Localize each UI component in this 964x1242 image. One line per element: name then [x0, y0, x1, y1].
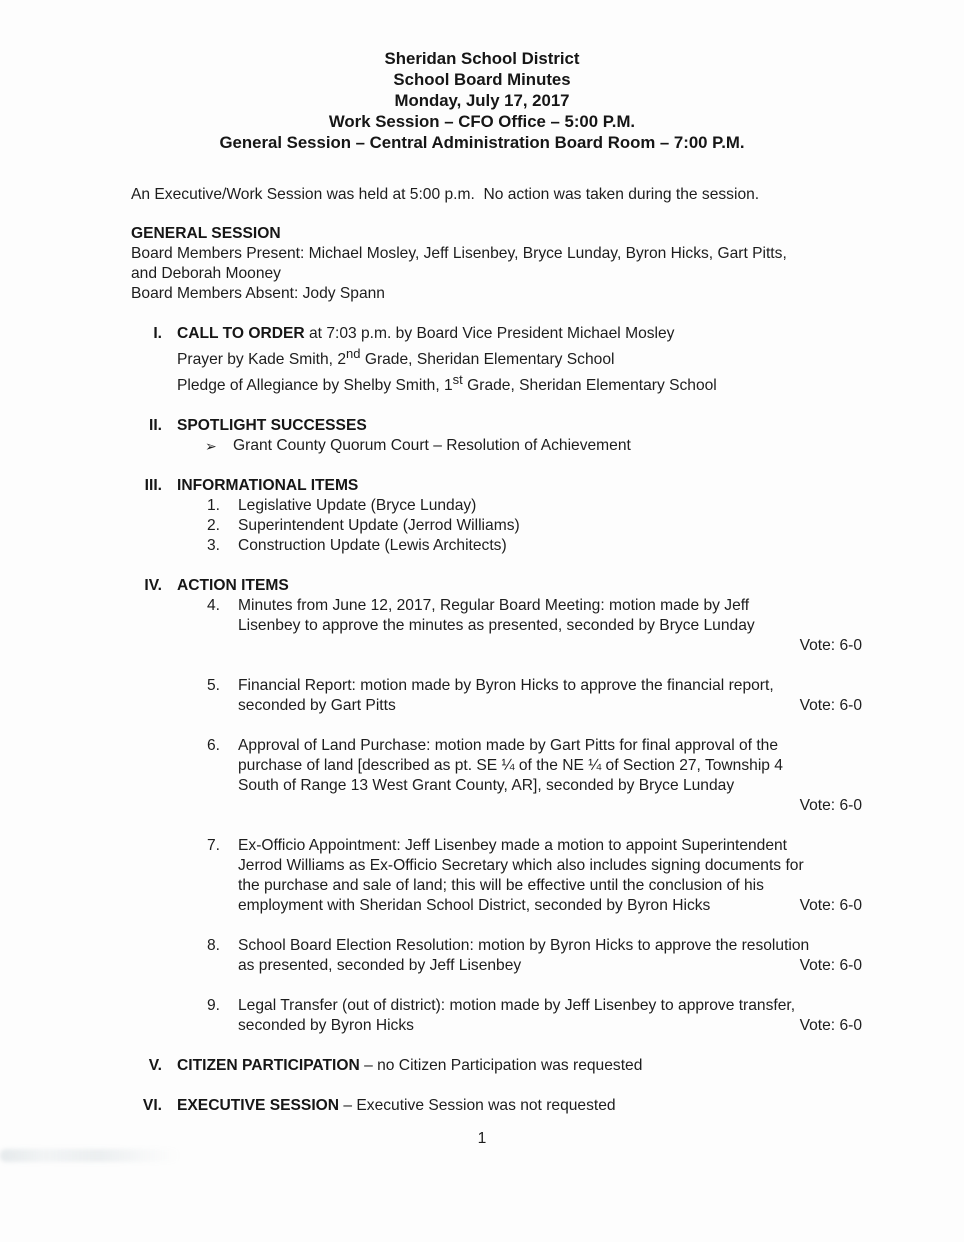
list-item-text: Superintendent Update (Jerrod Williams) [238, 517, 520, 535]
list-item-number: 3. [206, 537, 220, 555]
pledge-ordinal-sup: st [452, 372, 463, 388]
action-item-line: Approval of Land Purchase: motion made by Gart Pitts for final approval of the [238, 737, 779, 755]
header-line-general-session: General Session – Central Administration Board Room – 7:00 P.M. [219, 133, 745, 152]
action-item-line: Minutes from June 12, 2017, Regular Board Meeting: motion made by Jeff [238, 597, 750, 615]
citizen-participation-line [177, 1056, 862, 1076]
section-informational-items [131, 476, 862, 556]
document-header [0, 48, 964, 153]
call-to-order-line [177, 324, 862, 344]
prayer-line [177, 344, 862, 370]
section-title-rest: – Executive Session was not requested [339, 1097, 616, 1115]
list-item-number: 2. [206, 517, 220, 535]
list-item-number: 4. [206, 597, 220, 615]
section-action-items [131, 576, 862, 1036]
roman-numeral: I. [153, 325, 162, 342]
list-item-number: 9. [206, 997, 220, 1015]
action-item-8 [177, 936, 862, 976]
pledge-text: Pledge of Allegiance by Shelby Smith, 1 [177, 377, 453, 395]
page-number: 1 [477, 1130, 487, 1147]
section-call-to-order [131, 324, 862, 396]
members-absent-line: Board Members Absent: Jody Spann [131, 285, 385, 302]
header-line-district: Sheridan School District [384, 49, 580, 68]
action-item-5 [177, 676, 862, 716]
action-item-6 [177, 736, 862, 816]
spotlight-item-text: Grant County Quorum Court – Resolution of Achievement [233, 437, 631, 455]
section-title: SPOTLIGHT SUCCESSES [177, 417, 367, 435]
section-spotlight-successes [131, 416, 862, 456]
section-citizen-participation [131, 1056, 862, 1076]
section-title-rest: – no Citizen Participation was requested [359, 1057, 643, 1075]
list-item [177, 536, 862, 556]
action-item-line: seconded by Byron Hicks [238, 1017, 414, 1035]
list-item-number: 8. [206, 937, 220, 955]
prayer-text: Prayer by Kade Smith, 2 [177, 351, 347, 369]
action-item-line: Lisenbey to approve the minutes as presented, seconded by Bryce Lunday [238, 617, 755, 635]
list-item-text: Legislative Update (Bryce Lunday) [238, 497, 477, 515]
header-line-date: Monday, July 17, 2017 [394, 91, 570, 110]
action-item-line: the purchase and sale of land; this will be effective until the conclusion of his [238, 877, 764, 895]
roman-numeral: III. [144, 477, 162, 495]
action-item-9 [177, 996, 862, 1036]
members-present-line1: Board Members Present: Michael Mosley, Jeff Lisenbey, Bryce Lunday, Byron Hicks, Gart Pitts, [131, 245, 787, 262]
roman-numeral: II. [149, 417, 162, 435]
action-item-line: Jerrod Williams as Ex-Officio Secretary which also includes signing documents for [238, 857, 804, 875]
pledge-line [177, 370, 862, 396]
list-item [177, 516, 862, 536]
vote-result: Vote: 6-0 [799, 797, 862, 815]
executive-session-line [177, 1096, 862, 1116]
section-title-rest: at 7:03 p.m. by Board Vice President Michael Mosley [304, 325, 675, 342]
vote-result: Vote: 6-0 [799, 957, 862, 975]
list-item-number: 6. [206, 737, 220, 755]
vote-result: Vote: 6-0 [799, 637, 862, 655]
intro-text: An Executive/Work Session was held at 5:00 p.m. No action was taken during the session. [131, 186, 760, 203]
action-item-line: School Board Election Resolution: motion by Byron Hicks to approve the resolution [238, 937, 810, 955]
action-item-line: as presented, seconded by Jeff Lisenbey [238, 957, 522, 975]
header-line-work-session: Work Session – CFO Office – 5:00 P.M. [328, 112, 636, 131]
action-item-line: Legal Transfer (out of district): motion made by Jeff Lisenbey to approve transfer, [238, 997, 796, 1015]
list-item-number: 5. [206, 677, 220, 695]
list-item-text: Construction Update (Lewis Architects) [238, 537, 507, 555]
section-title: ACTION ITEMS [177, 577, 289, 595]
roman-numeral: VI. [142, 1097, 162, 1115]
scan-artifact-smudge [0, 1149, 180, 1162]
prayer-text-post: Grade, Sheridan Elementary School [360, 351, 615, 369]
list-item-number: 7. [206, 837, 220, 855]
action-item-line: purchase of land [described as pt. SE ¼ of the NE ¼ of Section 27, Township 4 [238, 757, 783, 775]
spotlight-bullet-row [177, 436, 862, 456]
general-session-block [131, 224, 862, 304]
document-body [131, 185, 862, 1116]
action-item-line: Financial Report: motion made by Byron Hicks to approve the financial report, [238, 677, 774, 695]
vote-result: Vote: 6-0 [799, 897, 862, 915]
action-item-7 [177, 836, 862, 916]
vote-result: Vote: 6-0 [799, 697, 862, 715]
action-item-line: Ex-Officio Appointment: Jeff Lisenbey made a motion to appoint Superintendent [238, 837, 788, 855]
section-title: EXECUTIVE SESSION [177, 1097, 340, 1115]
section-title: INFORMATIONAL ITEMS [177, 477, 359, 495]
prayer-ordinal-sup: nd [346, 346, 361, 361]
arrow-bullet-icon: ➢ [205, 438, 217, 455]
list-item [177, 496, 862, 516]
action-item-line: seconded by Gart Pitts [238, 697, 396, 715]
section-title: CITIZEN PARTICIPATION [177, 1057, 360, 1075]
roman-numeral: IV. [144, 577, 162, 595]
list-item-number: 1. [206, 497, 220, 515]
action-item-4 [177, 596, 862, 656]
section-title: CALL TO ORDER [177, 325, 305, 342]
roman-numeral: V. [148, 1057, 162, 1075]
members-present-line2: and Deborah Mooney [131, 265, 281, 282]
action-item-line: South of Range 13 West Grant County, AR], seconded by Bryce Lunday [238, 777, 735, 795]
general-session-heading: GENERAL SESSION [131, 225, 281, 242]
header-line-minutes: School Board Minutes [393, 70, 571, 89]
section-executive-session [131, 1096, 862, 1116]
pledge-text-post: Grade, Sheridan Elementary School [462, 377, 717, 395]
action-item-line: employment with Sheridan School District, seconded by Byron Hicks [238, 897, 711, 915]
vote-result: Vote: 6-0 [799, 1017, 862, 1035]
